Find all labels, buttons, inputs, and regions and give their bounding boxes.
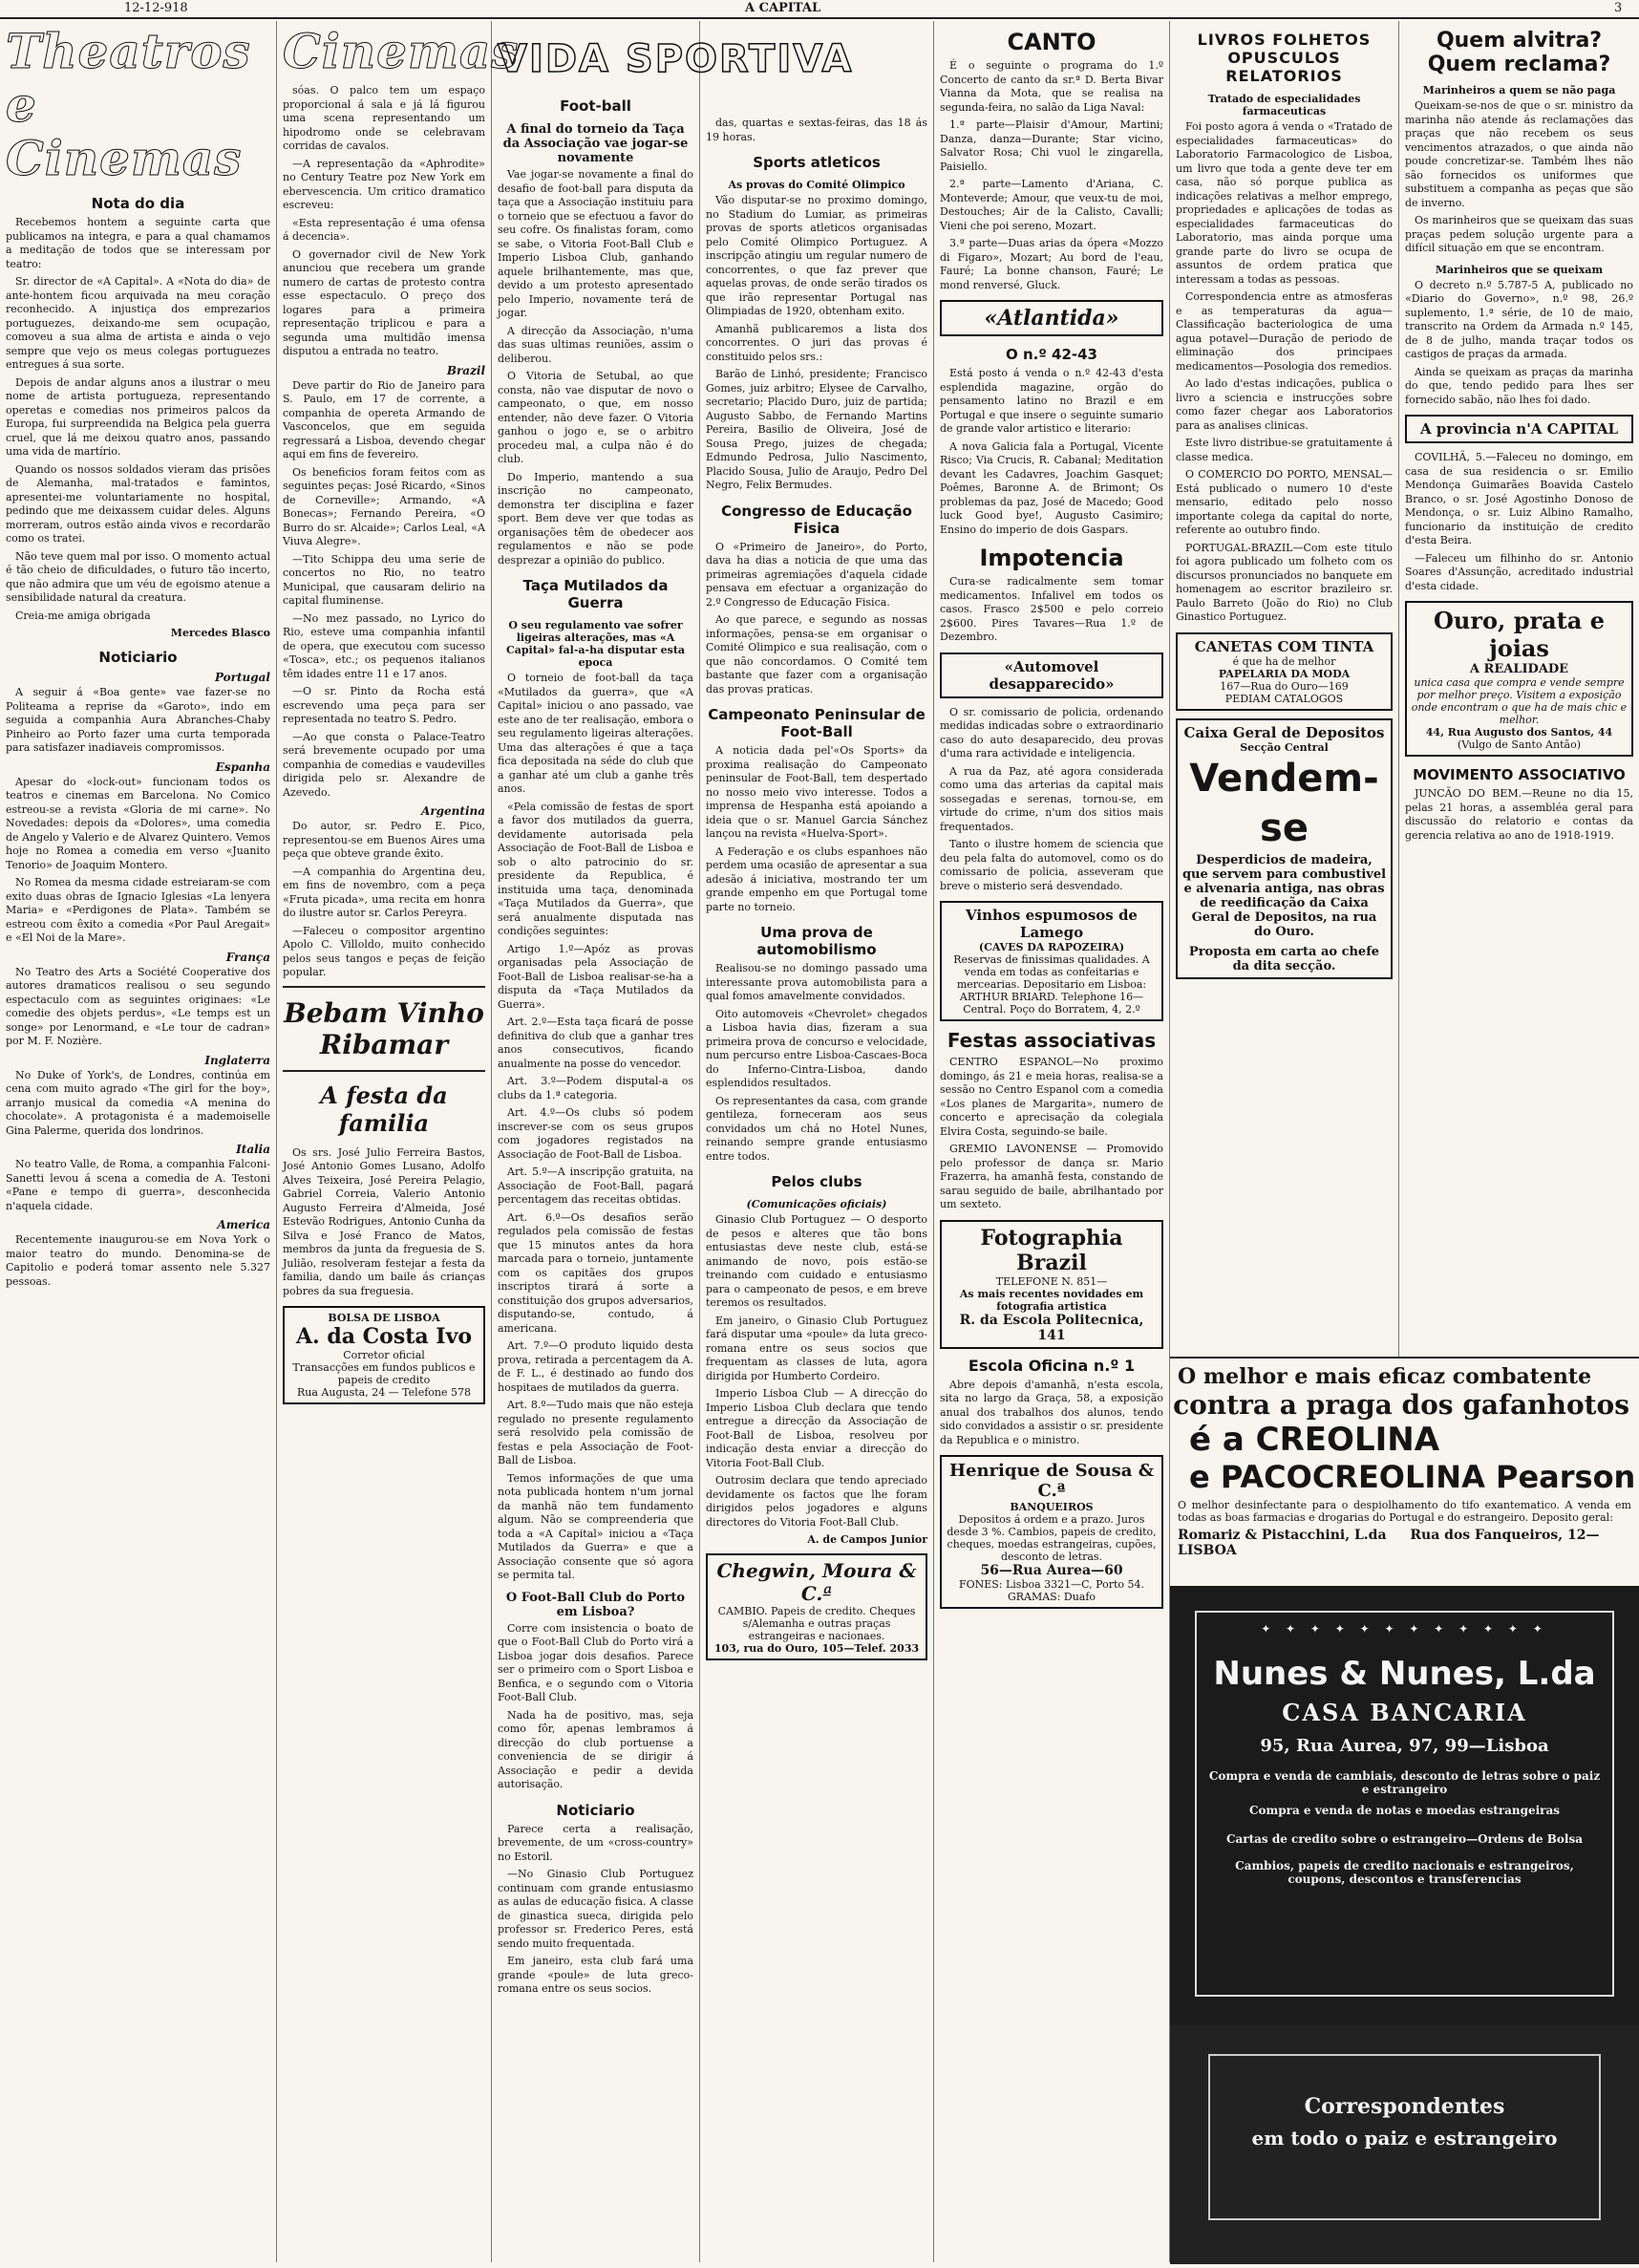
article-heading: Congresso de Educação Fisica bbox=[721, 502, 912, 537]
henrique-sub: BANQUEIROS bbox=[1010, 1501, 1094, 1513]
news-text: No Duke of York's, de Londres, continúa em cena com muito agrado «The girl for the boy», arranjo musical da comedia «A menina do chocolate». A protagonista é a mademoiselle Gina Palerme, querida dos londrinos. bbox=[6, 1068, 270, 1137]
vendem-text: Desperdicios de madeira, que servem para combustivel e alvenaria antiga, nas obras de reedificação da Caixa Geral de Depositos, na rua do Ouro. bbox=[1181, 852, 1387, 939]
article-text: Art. 7.º—O produto liquido desta prova, retirada a percentagem da A. de F. L., é destinado ao fundo dos hospitaes de mutilados da guerra. bbox=[498, 1339, 693, 1394]
article-subheading: Marinheiros a quem se não paga bbox=[1422, 84, 1616, 96]
ad-chegwin-moura bbox=[706, 1553, 927, 1660]
article-text: das, quartas e sextas-feiras, das 18 ás 19 horas. bbox=[706, 117, 927, 143]
canetas-catalog: PEDIAM CATALOGOS bbox=[1224, 692, 1344, 705]
nota-heading: Nota do dia bbox=[91, 195, 185, 212]
foto-address: R. da Escola Politecnica, 141 bbox=[959, 1312, 1144, 1343]
article-text: O COMERCIO DO PORTO, MENSAL—Está publicado o numero 10 d'este mensario, editado pelo nosso importante colega da capital do norte, referente ao outubro findo. bbox=[1176, 468, 1393, 536]
ouro-name: A REALIDADE bbox=[1469, 662, 1569, 676]
article-text: Vae jogar-se novamente a final do desafio de foot-ball para disputa da taça que a Associação instituiu para o torneio que se efectuou a favor do seu cofre. Os finalistas foram, como se sabe, o Vitoria Foot-Ball Club e Imperio Lisboa Club, ganhando aquele brilhantemente, mas que, devido a um protesto apresentado pelo Imperio, novamente terá de jogar. bbox=[498, 168, 693, 319]
article-text: Este livro distribue-se gratuitamente á classe medica. bbox=[1176, 437, 1393, 463]
livros-title: LIVROS FOLHETOS OPUSCULOS RELATORIOS bbox=[1197, 31, 1372, 85]
canetas-shop: PAPELARIA DA MODA bbox=[1218, 667, 1351, 680]
article-heading: Campeonato Peninsular de Foot-Ball bbox=[708, 706, 926, 740]
bolsa-line: Transacções em fundos publicos e papeis de credito bbox=[292, 1361, 476, 1386]
corr-line2: em todo o paiz e estrangeiro bbox=[1251, 2127, 1558, 2150]
canetas-address: 167—Rua do Ouro—169 bbox=[1220, 679, 1349, 693]
article-text: Artigo 1.º—Apóz as provas organisadas pela Associação de Foot-Ball de Lisboa realisar-se-ha a disputa da «Taça Mutilados da Guerra». bbox=[498, 942, 693, 1011]
news-text: —A companhia do Argentina deu, em fins de novembro, com a peça «Fruta picada», uma recita em honra do ilustre autor sr. Carlos Pereyra. bbox=[283, 865, 485, 919]
ouro-address: 44, Rua Augusto dos Santos, 44 bbox=[1425, 726, 1613, 738]
article-text: Art. 8.º—Tudo mais que não esteja regulado no presente regulamento será resolvido pela comissão de festas e pela Associação de Foot-Ball de Lisboa. bbox=[498, 1399, 693, 1466]
masthead bbox=[0, 0, 1639, 19]
article-heading: Uma prova de automobilismo bbox=[756, 924, 877, 958]
nunes-line: Compra e venda de cambiais, desconto de letras sobre o paiz e estrangeiro bbox=[1208, 1769, 1601, 1796]
nota-signature: Mercedes Blasco bbox=[170, 627, 270, 639]
section-title-theatros: Theatros e Cinemas bbox=[6, 23, 251, 186]
news-text: Os beneficios foram feitos com as seguintes peças: José Ricardo, «Sinos de Corneville»; Armando, «A Bonecas»; Fernando Pereira, «O Burro do sr. Alcaide»; Carlos Leal, «A Viuva Alegre». bbox=[283, 465, 485, 547]
vinhos-sub: (CAVES DA RAPOZEIRA) bbox=[978, 941, 1125, 953]
ad-canetas bbox=[1176, 632, 1393, 711]
chegwin-name: Chegwin, Moura & C.ª bbox=[716, 1559, 917, 1605]
article-text: Está posto á venda o n.º 42-43 d'esta esplendida magazine, orgão do pensamento latino no Brazil e em Portugal e que insere o seguinte sumario de grande valor artistico e literario: bbox=[940, 367, 1163, 435]
ad-ouro-prata bbox=[1405, 601, 1633, 757]
column-6 bbox=[1170, 21, 1399, 1357]
article-text: Art. 2.º—Esta taça ficará de posse definitiva do club que a ganhar tres anos consecutivos, ficando anualmente na posse do vencedor. bbox=[498, 1016, 693, 1070]
article-text: 2.ª parte—Lamento d'Ariana, C. Monteverde; Amour, que veux-tu de moi, Destouches; Air de la Calisto, Cavalli; Vieni che poi sereno, Mozart. bbox=[940, 178, 1163, 232]
creolina-line1: O melhor e mais eficaz combatente bbox=[1178, 1364, 1592, 1389]
canto-heading: CANTO bbox=[1007, 29, 1096, 55]
vendem-proposal: Proposta em carta ao chefe da dita secção. bbox=[1188, 944, 1380, 974]
chegwin-address: 103, rua do Ouro, 105—Telef. 2033 bbox=[713, 1642, 920, 1655]
nunes-line: Compra e venda de notas e moedas estrangeiras bbox=[1248, 1804, 1561, 1817]
article-text: Parece certa a realisação, brevemente, de um «cross-country» no Estoril. bbox=[498, 1822, 693, 1863]
ouro-vulgo: (Vulgo de Santo Antão) bbox=[1458, 738, 1581, 751]
henrique-address: 56—Rua Aurea—60 bbox=[980, 1563, 1123, 1578]
vendem-se-heading: Vendem-se bbox=[1189, 756, 1379, 850]
article-text: 1.ª parte—Plaisir d'Amour, Martini; Danza, danza—Durante; Star vicino, Salvator Rosa; Chi vuol le zingarella, Paisiello. bbox=[940, 118, 1163, 173]
news-text: Apesar do «lock-out» funcionam todos os teatros e cinemas em Barcelona. No Comico estreou-se a revista «Gloria de mi carne». No Novedades: depois da «Dolores», uma comedia de Angelo y Valerio e de Alvarez Quintero. Vemos hoje no Romea a comedia em verso «Juanito Tenorio» de Joaquim Montero. bbox=[6, 775, 270, 871]
article-text: Abre depois d'amanhã, n'esta escola, sita no largo da Graça, 58, a exposição anual dos trabalhos dos alunos, tendo sido convidados a assistir o sr. presidente da Republica e o ministro. bbox=[940, 1378, 1163, 1446]
chegwin-text: CAMBIO. Papeis de credito. Cheques s/Alemanha e outras praças estrangeiras e nacionaes. bbox=[717, 1605, 916, 1642]
henrique-tel: FONES: Lisboa 3321—C, Porto 54. GRAMAS: Duafo bbox=[958, 1578, 1145, 1603]
article-text: Em janeiro, o Ginasio Club Portuguez fará disputar uma «poule» da luta greco-romana entre os seus socios que frequentam as classes de luta, agora dirigida por Humberto Cordeiro. bbox=[706, 1314, 927, 1382]
article-text: A noticia dada pel'«Os Sports» da proxima realisação do Campeonato peninsular de Foot-Ball, tem despertado no nosso meio vivo interesse. Todos a imprensa de Hespanha está apoiando a ideia que o sr. Manuel Garcia Sánchez lançou na revista «Huelva-Sport». bbox=[706, 744, 927, 840]
divider bbox=[283, 986, 485, 988]
auto-heading-box bbox=[940, 653, 1163, 698]
article-text: O torneio de foot-ball da taça «Mutilados da guerra», que «A Capital» iniciou o ano passado, vae este ano de ter realisação, embora o seu regulamento ligeiras alterações. Uma das alterações é que a taça fica depositada na séde do club que a ganhar até um club a ganhe três anos. bbox=[498, 672, 693, 795]
country-america: America bbox=[217, 1218, 270, 1231]
country-argentina: Argentina bbox=[421, 804, 485, 818]
article-text: Foi posto agora á venda o «Tratado de especialidades farmaceuticas» do Laboratorio Farmacologico de Lisboa, um livro que toda a gente deve ter em casa, não só porque publica as indicações relativas a melhor emprego, propriedades e aplicações de todas as especialidades farmaceuticas do Laboratorio, mas ainda porque uma grande parte do livro se ocupa de assuntos de ordem pratica que interessam a todas as pessoas. bbox=[1176, 120, 1393, 286]
article-text: Queixam-se-nos de que o sr. ministro da marinha não atende ás reclamações das praças que não recebem os seus vencimentos atrazados, o que ainda não poude concretizar-se. Também lhes não são fornecidos os uniformes que substituem a companha as peças que são de inverno. bbox=[1405, 99, 1633, 209]
news-text: sóas. O palco tem um espaço proporcional á sala e já lá figurou uma scena representando um hipodromo onde se celebravam corridas de cavalos. bbox=[283, 84, 485, 152]
country-espanha: Espanha bbox=[215, 760, 270, 774]
news-text: «Esta representação é uma ofensa á decencia». bbox=[283, 216, 485, 243]
creolina-line4: e PACOCREOLINA Pearson bbox=[1189, 1459, 1636, 1495]
nota-text: Quando os nossos soldados vieram das prisões de Alemanha, mal-tratados e famintos, apresentei-me voluntariamente no hospital, pedindo que me deixassem cuidar deles. Alguns morreram, outros estão ainda vivos e recordarão como os tratei. bbox=[6, 462, 270, 545]
bolsa-role: Corretor oficial bbox=[343, 1349, 425, 1361]
creolina-depot-address: Rua dos Fanqueiros, 12—LISBOA bbox=[1178, 1528, 1600, 1558]
news-text: No Teatro des Arts a Société Cooperative dos autores dramaticos realisou o seu segundo espectaculo com as seguintes originaes: «Le comedie des objets perdus», «Le temps est un songe» por Lenormand, e «Le tour de cadran» por M. F. Nozière. bbox=[6, 965, 270, 1047]
section-title-vida-sportiva: VIDA SPORTIVA bbox=[498, 37, 854, 81]
bolsa-name: A. da Costa Ivo bbox=[295, 1324, 473, 1349]
news-text: No teatro Valle, de Roma, a companhia Falconi-Sanetti levou á scena a comedia de A. Testoni «Pane e tempo di guerra», desconhecida n'aquela cidade. bbox=[6, 1158, 270, 1212]
article-text: O Vitoria de Setubal, ao que consta, não vae disputar de novo o campeonato, o que, em nosso entender, não deve fazer. O Vitoria ganhou o jogo e, se o arbitro procedeu mal, a culpa não é do club. bbox=[498, 370, 693, 465]
column-7 bbox=[1399, 21, 1639, 1357]
article-text: O sr. comissario de policia, ordenando medidas indicadas sobre o extraordinario caso do auto desaparecido, deu provas d'uma rara actividade e inteligencia. bbox=[940, 705, 1163, 760]
provincia-heading: A provincia n'A CAPITAL bbox=[1419, 420, 1619, 438]
column-4 bbox=[700, 21, 934, 2262]
news-text: —Faleceu o compositor argentino Apolo C. Villoldo, muito conhecido pelos seus tangos e peças de feição popular. bbox=[283, 924, 485, 978]
article-text: Oito automoveis «Chevrolet» chegados a Lisboa havia dias, fizeram a sua primeira prova de concurso e velocidade, num percurso entre Lisboa-Cascaes-Boca do Inferno-Cintra-Lisboa, dando esplendidos resultados. bbox=[706, 1007, 927, 1089]
article-text: Ginasio Club Portuguez — O desporto de pesos e alteres que tão bons entusiastas deve neste club, está-se animando de novo, pois estão-se treinando com cuidado e entusiasmo para o campeonato de pesos, e em breve teremos os resultados. bbox=[706, 1213, 927, 1309]
country-brazil: Brazil bbox=[446, 363, 485, 377]
nota-text: Depois de andar alguns anos a ilustrar o meu nome de artista portugueza, representando operetas e comedias nos primeiros palcos da Europa, fui surpreendida na Belgica pela guerra cruel, que lá me deixou quatro anos, passando uma vida de martírio. bbox=[6, 375, 270, 458]
article-subheading: Marinheiros que se queixam bbox=[1435, 263, 1604, 276]
news-text: Deve partir do Rio de Janeiro para S. Paulo, em 17 de corrente, a companhia de opereta Armando de Vasconcelos, que em seguida regressará a Lisboa, devendo chegar aqui em fins de fevereiro. bbox=[283, 378, 485, 460]
column-1 bbox=[0, 21, 277, 2262]
article-heading: Taça Mutilados da Guerra bbox=[522, 577, 669, 611]
article-text: Amanhã publicaremos a lista dos concorrentes. O juri das provas é constituido pelos srs.: bbox=[706, 322, 927, 363]
ouro-text: unica casa que compra e vende sempre por melhor preço. Visitem a exposição onde encontram o que ha de mais chic e melhor. bbox=[1411, 676, 1628, 726]
news-text: —A representação da «Aphrodite» no Century Teatre poz New York em ebervescencia. Um critico dramatico escreveu: bbox=[283, 157, 485, 211]
festas-heading: Festas associativas bbox=[947, 1029, 1157, 1052]
article-text: O decreto n.º 5.787-5 A, publicado no «Diario do Governo», n.º 98, 26.º suplemento, 1.ª série, de 10 de maio, transcrito na Ordem da Armada n.º 145, de 8 de julho, manda traçar todos os castigos de praças da armada. bbox=[1405, 278, 1633, 360]
nota-text: Não teve quem mal por isso. O momento actual é tão cheio de dificuldades, o futuro tão incerto, que não admira que um véu de egoismo atenue a sensibilidade natural da creatura. bbox=[6, 549, 270, 604]
article-text: PORTUGAL-BRAZIL—Com este titulo foi agora publicado um folheto com os discursos pronunciados no banquete em homenagem ao escritor brazileiro sr. Paulo Barreto (João do Rio) no Club Ginastico Portuguez. bbox=[1176, 541, 1393, 623]
article-text: Art. 4.º—Os clubs só podem inscrever-se com os seus grupos com jogadores registados na Associação de Foot-Ball de Lisboa. bbox=[498, 1106, 693, 1161]
atlantida-title: «Atlantida» bbox=[984, 306, 1119, 331]
atlantida-number: O n.º 42-43 bbox=[1005, 346, 1097, 363]
news-text: Do autor, sr. Pedro E. Pico, representou-se em Buenos Aires uma peça que obteve grande êxito. bbox=[283, 820, 485, 860]
vinhos-heading: Vinhos espumosos de Lamego bbox=[966, 907, 1138, 941]
nunes-correspondents bbox=[1170, 2025, 1639, 2264]
column-2 bbox=[277, 21, 520, 2262]
decorative-border: ✦ ✦ ✦ ✦ ✦ ✦ ✦ ✦ ✦ ✦ ✦ ✦ bbox=[1261, 1622, 1548, 1636]
masthead-date: 12-12-918 bbox=[124, 1, 188, 15]
article-text: Outrosim declara que tendo apreciado devidamente os factos que lhe foram dirigidos pelos jogadores e alguns directores do Vitoria Foot-Ball Club. bbox=[706, 1474, 927, 1529]
provincia-heading-box bbox=[1405, 415, 1633, 443]
country-italia: Italia bbox=[236, 1143, 270, 1156]
caixa-heading: Caixa Geral de Depositos bbox=[1183, 723, 1385, 741]
atlantida-title-box bbox=[940, 300, 1163, 336]
ouro-heading: Ouro, prata e joias bbox=[1434, 607, 1605, 662]
quem-alvitra-title: Quem alvitra? Quem reclama? bbox=[1427, 29, 1611, 76]
creolina-line2: contra a praga dos gafanhotos bbox=[1173, 1389, 1629, 1421]
article-text: Nada ha de positivo, mas, seja como fôr, apenas lembramos á direcção do club portuense a conveniencia de se dirigir á Associação e pedir a devida autorisação. bbox=[498, 1708, 693, 1790]
article-text: «Pela comissão de festas de sport a favor dos mutilados da guerra, devidamente autorisada pela Associação de Foot-Ball de Lisboa e sob o alto patrocinio do sr. presidente da Republica, é instituida uma taça, denominada «Taça Mutilados da Guerra», que será anualmente disputada nas condições seguintes: bbox=[498, 800, 693, 937]
article-text: A rua da Paz, até agora considerada como uma das arterias da capital mais sossegadas e serenas, tornou-se, em virtude do crime, n'um dos sitios mais frequentados. bbox=[940, 764, 1163, 833]
article-text: A Federação e os clubs espanhoes não perdem uma ocasião de apresentar a sua adesão á iniciativa, mostrando ter um grande empenho em que Portugal tome parte no torneio. bbox=[706, 845, 927, 913]
caixa-sub: Secção Central bbox=[1240, 740, 1329, 754]
bolsa-line: Rua Augusta, 24 — Telefone 578 bbox=[297, 1386, 471, 1399]
article-text: Tanto o ilustre homem de sciencia que deu pela falta do automovel, como os do comissario de policia, asseveram que breve o misterio será desvendado. bbox=[940, 838, 1163, 892]
article-subheading: (Comunicações oficiais) bbox=[746, 1198, 887, 1210]
nota-text: Creia-me amiga obrigada bbox=[15, 609, 151, 622]
nunes-line: Cartas de credito sobre o estrangeiro—Ordens de Bolsa bbox=[1225, 1832, 1584, 1846]
article-text: Art. 3.º—Podem disputal-a os clubs da 1.ª categoria. bbox=[498, 1075, 693, 1102]
article-text: Ao que parece, e segundo as nossas informações, pensa-se em organisar o Comité Olimpico e sua realisação, com o que não concordamos. O Comité tem bastante que fazer com a organisação das provas praticas. bbox=[706, 613, 927, 695]
ad-nunes-nunes bbox=[1170, 1586, 1639, 2025]
ad-impotencia-heading: Impotencia bbox=[979, 545, 1124, 571]
article-text: COVILHÃ, 5.—Faleceu no domingo, em casa de sua residencia o sr. Emilio Mendonça Guimarães Boavida Castelo Branco, o sr. José Agostinho Donoso de Mendonça, o sr. Luiz Albino Ramalho, funcionario da instituição de credito d'esta Beira. bbox=[1405, 451, 1633, 546]
ad-caixa-geral bbox=[1176, 718, 1393, 979]
article-subheading: O seu regulamento vae sofrer ligeiras alterações, mas «A Capital» fal-a-ha disputar esta epoca bbox=[505, 619, 686, 669]
news-text: O governador civil de New York anunciou que recebera um grande numero de cartas de protesto contra esse espectaculo. O preço dos logares para a primeira representação triplicou e para a segunda uma multidão imensa disputou a entrada no teatro. bbox=[283, 247, 485, 357]
article-text: A nova Galicia fala a Portugal, Vicente Risco; Via Crucis, R. Cabanal; Meditation devant les Cadavres, Joachim Gasquet; Poêmes, Baronne A. de Brimont; Os problemas da paz, José de Macedo; Good luck Good bye!, Augusto Casimiro; Ensino do imperio de dois Gaspars. bbox=[940, 439, 1163, 536]
football-heading: Foot-ball bbox=[560, 97, 631, 115]
ad-fotographia-brazil bbox=[940, 1220, 1163, 1349]
escola-heading: Escola Oficina n.º 1 bbox=[968, 1356, 1136, 1375]
movimento-heading: MOVIMENTO ASSOCIATIVO bbox=[1413, 766, 1626, 783]
nunes-line: Cambios, papeis de credito nacionais e estrangeiros, coupons, descontos e transferencias bbox=[1235, 1859, 1574, 1886]
news-text: Recentemente inaugurou-se em Nova York o maior teatro do mundo. Denomina-se de Capitolio e poderá tomar assento nele 5.327 pessoas. bbox=[6, 1233, 270, 1288]
article-text: Ao lado d'estas indicações, publica o livro a sciencia e instrucções sobre como fazer chegar aos Laboratorios para as analises clinicas. bbox=[1176, 377, 1393, 432]
nunes-address: 95, Rua Aurea, 97, 99—Lisboa bbox=[1260, 1736, 1549, 1756]
news-text: A seguir á «Boa gente» vae fazer-se no Politeama a reprise da «Garoto», indo em seguida a companhia Aura Abranches-Chaby Pinheiro ao Porto fazer uma curta temporada para satisfazer inadiaveis compromissos. bbox=[6, 686, 270, 754]
country-inglaterra: Inglaterra bbox=[204, 1053, 270, 1067]
henrique-text: Depositos á ordem e a prazo. Juros desde 3 %. Cambios, papeis de credito, cheques, moedas estrangeiras, cupões, desconto de letras. bbox=[947, 1513, 1157, 1563]
nota-text: Sr. director de «A Capital». A «Nota do dia» de ante-hontem ficou arquivada na meu coração reconhecido. A injustiça dos emprezarios portuguezes, deixando-me sem ocupação, comoveu a sua alma de artista e ainda o vejo sempre que vejo os meus colegas portuguezes entregues á sua sorte. bbox=[6, 275, 270, 371]
canetas-text: é que ha de melhor bbox=[1232, 654, 1336, 668]
article-text: 3.ª parte—Duas arias da ópera «Mozzo di Figaro», Mozart; Au bord de l'eau, Fauré; La bonne chanson, Fauré; Le mond renversé, Gluck. bbox=[940, 237, 1163, 291]
article-signature: A. de Campos Junior bbox=[807, 1533, 927, 1546]
news-text: —O sr. Pinto da Rocha está escrevendo uma peça para ser representada no teatro S. Pedro. bbox=[283, 685, 485, 725]
article-text: Art. 5.º—A inscripção gratuita, na Associação de Foot-Ball, pagará percentagem das receitas obtidas. bbox=[498, 1166, 693, 1206]
article-text: Os representantes da casa, com grande gentileza, forneceram aos seus convidados um chá no Hotel Nunes, reinando sempre grande entusiasmo entre todos. bbox=[706, 1094, 927, 1163]
livros-sub: Tratado de especialidades farmaceuticas bbox=[1207, 93, 1361, 118]
article-heading: Sports atleticos bbox=[753, 154, 881, 171]
article-text: Barão de Linhó, presidente; Francisco Gomes, juiz arbitro; Elysee de Carvalho, secretario; Placido Duro, juiz de partida; Augusto Sabbo, de Fernando Martins Pereira, Basilio de Oliveira, José de Sousa Prego, juizes de chegada; Edmundo Pedrosa, Julio Nascimento, Placido Sousa, Julio de Araujo, Pedro Del Negro, Felix Bermudes. bbox=[706, 368, 927, 491]
vinhos-text: Reservas de finissimas qualidades. A venda em todas as confeitarias e mercearias. Depositario em Lisboa: ARTHUR BRIARD. Telephone 16—Central. Poço do Borratem, 4, 2.º bbox=[953, 953, 1150, 1016]
news-text: Os srs. José Julio Ferreira Bastos, José Antonio Gomes Lusano, Adolfo Alves Teixeira, José Pereira Pelagio, Gabriel Correia, Valerio Antonio Augusto Ferreira d'Almeida, José Estevão Rodrigues, Antonio Cunha da Silva e José Franco de Matos, membros da junta da freguesia de S. Julião, resolveram festejar a festa da familia, dando um baile ás crianças pobres da sua freguesia. bbox=[283, 1145, 485, 1297]
article-text: Em janeiro, esta club fará uma grande «poule» de luta greco-romana entre os seus socios. bbox=[498, 1955, 693, 1995]
ad-bebam-vinho: Bebam Vinho Ribamar bbox=[284, 996, 484, 1060]
article-text: Temos informações de que uma nota publicada hontem n'um jornal da manhã não tem fundamento algum. Não se compreenderia que toda a «A Capital» iniciou a «Taça Mutilados da Guerra» e que a Associação consente que só agora se permita tal. bbox=[498, 1471, 693, 1581]
bolsa-title: BOLSA DE LISBOA bbox=[328, 1312, 440, 1324]
nunes-name: Nunes & Nunes, L.da bbox=[1213, 1655, 1596, 1693]
ad-vinhos-lamego bbox=[940, 901, 1163, 1021]
article-text: Correspondencia entre as atmosferas e as temperaturas da agua—Classificação bacteriologica de uma agua potavel—Duração de periodo de eliminação dos principaes medicamentos—Posologia dos remedios. bbox=[1176, 290, 1393, 373]
masthead-paper: A CAPITAL bbox=[745, 1, 821, 15]
article-heading: Pelos clubs bbox=[771, 1173, 862, 1190]
article-heading: A final do torneio da Taça da Associação vae jogar-se novamente bbox=[502, 122, 689, 165]
auto-heading: «Automovel desapparecido» bbox=[989, 657, 1115, 693]
article-heading: O Foot-Ball Club do Porto em Lisboa? bbox=[505, 1590, 686, 1619]
article-text: O «Primeiro de Janeiro», do Porto, dava ha dias a noticia de que uma das primeiras agremiações d'aquela cidade pensava em efectuar a organização do 2.º Congresso de Educação Fisica. bbox=[706, 540, 927, 609]
news-text: —Tito Schippa deu uma serie de concertos no Rio, no teatro Municipal, que causaram delirio na capital fluminense. bbox=[283, 552, 485, 607]
section-title-cinemas: Cinemas bbox=[283, 23, 520, 79]
country-portugal: Portugal bbox=[214, 671, 270, 684]
news-text: —No mez passado, no Lyrico do Rio, esteve uma companhia infantil de opera, que executou com sucesso «Tosca», etc.; os pequenos italianos têm idades entre 11 e 17 anos. bbox=[283, 611, 485, 680]
news-text: —Ao que consta o Palace-Teatro será brevemente ocupado por uma companhia de comedias e vaudevilles dirigida pelo sr. Alexandre de Azevedo. bbox=[283, 730, 485, 799]
ad-creolina-pearson bbox=[1170, 1357, 1639, 1583]
article-text: Ainda se queixam as praças da marinha do que, tendo pedido para lhes ser fornecido sabão, não lhes foi dado. bbox=[1405, 365, 1633, 406]
article-text: JUNCÃO DO BEM.—Reune no dia 15, pelas 21 horas, a assembléa geral para discussão do relatorio e contas da gerencia relativa ao ano de 1918-1919. bbox=[1405, 787, 1633, 842]
article-text: É o seguinte o programa do 1.º Concerto de canto da sr.ª D. Berta Bivar Vianna da Mota, que se realisa na segunda-feira, no salão da Liga Naval: bbox=[940, 59, 1163, 114]
article-text: Imperio Lisboa Club — A direcção do Imperio Lisboa Club declara que tendo entregue a direcção da Associação de Foot-Ball de Lisboa, resolveu por indicação desta enviar a direcção do Vitoria Foot-Ball Club. bbox=[706, 1387, 927, 1469]
article-text: CENTRO ESPANOL—No proximo domingo, ás 21 e meia horas, realisa-se a sessão no Centro Espanol com a comedia «Los planes de Margarita», numero de concerto e aprecisação da colegiala Elvira Costa, seguindo-se baile. bbox=[940, 1056, 1163, 1138]
ad-text: Cura-se radicalmente sem tomar medicamentos. Infalivel em todos os casos. Frasco 2$500 e pelo correio 2$600. Pires Tavares—Rua 1.º de Dezembro. bbox=[940, 575, 1163, 643]
article-text: Corre com insistencia o boato de que o Foot-Ball Club do Porto virá a Lisboa jogar dois desafios. Parece ser o primeiro com o Sport Lisboa e Benfica, e o segundo com o Vitoria Foot-Ball Club. bbox=[498, 1621, 693, 1703]
article-text: Do Imperio, mantendo a sua inscrição no campeonato, demonstra ter disciplina e fazer sport. Bem deve ver que todas as organisações têm de obedecer aos regulamentos e não se pode desprezar a opinião do publico. bbox=[498, 470, 693, 567]
column-5 bbox=[934, 21, 1170, 2262]
article-text: A direcção da Associação, n'uma das suas ultimas reuniões, assim o deliberou. bbox=[498, 324, 693, 365]
creolina-text: O melhor desinfectante para o despiolhamento do tifo exantematico. A venda em todas as boas farmacias e drogarias do Portugal e do estrangeiro. Deposito geral: bbox=[1178, 1499, 1631, 1524]
article-text: —Faleceu um filhinho do sr. Antonio Soares d'Assunção, acreditado industrial d'esta cidade. bbox=[1405, 551, 1633, 592]
article-text: Vão disputar-se no proximo domingo, no Stadium do Lumiar, as primeiras provas de sports atleticos organisadas pelo Comité Olimpico Portuguez. A inscripção atingiu um regular numero de concorrentes, o que faz prever que aquelas provas, de onde serão tirados os que irão representar Portugal nas Olimpiadas de 1920, obtenham exito. bbox=[706, 194, 927, 317]
creolina-line3: é a CREOLINA bbox=[1189, 1421, 1440, 1459]
news-text: No Romea da mesma cidade estreiaram-se com exito duas obras de Ignacio Iglesias «La lenyera Maria» e «Perdigones de Plata». Também se estreou com êxito a comedia «Por Paul Aregait» e «El Noi de la Mare». bbox=[6, 876, 270, 944]
noticiario-heading: Noticiario bbox=[556, 1801, 635, 1819]
nota-text: Recebemos hontem a seguinte carta que publicamos na integra, e para a qual chamamos a meditação de todos que se interessam por teatro: bbox=[6, 216, 270, 270]
henrique-name: Henrique de Sousa & C.ª bbox=[949, 1461, 1154, 1501]
nunes-house: CASA BANCARIA bbox=[1282, 1699, 1527, 1726]
country-franca: França bbox=[225, 950, 270, 964]
masthead-page: 3 bbox=[1614, 1, 1623, 15]
article-text: Art. 6.º—Os desafios serão regulados pela comissão de festas que 15 minutos antes da hora marcada para o torneio, juntamente com os capitães dos grupos inscriptos tirará á sorte a constituição dos grupos adversarios, disputando-se, contudo, á americana. bbox=[498, 1210, 693, 1335]
canetas-heading: CANETAS COM TINTA bbox=[1194, 637, 1374, 655]
article-subheading: As provas do Comité Olimpico bbox=[728, 179, 905, 191]
ad-henrique-sousa bbox=[940, 1455, 1163, 1609]
foto-tel: TELEFONE N. 851— bbox=[995, 1274, 1108, 1288]
foto-text: As mais recentes novidades em fotografia artistica bbox=[959, 1287, 1144, 1313]
noticiario-heading: Noticiario bbox=[98, 649, 178, 666]
foto-name: Fotographia Brazil bbox=[980, 1225, 1123, 1275]
divider bbox=[283, 1070, 485, 1072]
article-text: Os marinheiros que se queixam das suas praças pedem solução urgente para a difícil situação em que se encontram. bbox=[1405, 214, 1633, 254]
article-text: GREMIO LAVONENSE — Promovido pelo professor de dança sr. Mario Frazerra, ha amanhã festa, constando de sarau seguido de baile, abrilhantado por um sexteto. bbox=[940, 1143, 1163, 1210]
festa-heading: A festa da familia bbox=[320, 1081, 448, 1137]
creolina-depot: Romariz & Pistacchini, L.da bbox=[1178, 1528, 1387, 1543]
ad-bolsa-lisboa bbox=[283, 1306, 485, 1404]
article-text: —No Ginasio Club Portuguez continuam com grande entusiasmo as aulas de educação fisica. A classe de ginastica sueca, dirigida pelo professor sr. Frederico Peres, está sendo muito frequentada. bbox=[498, 1868, 693, 1950]
article-text: Realisou-se no domingo passado uma interessante prova automobilista para a qual fomos amavelmente convidados. bbox=[706, 962, 927, 1002]
corr-line1: Correspondentes bbox=[1304, 2094, 1505, 2119]
